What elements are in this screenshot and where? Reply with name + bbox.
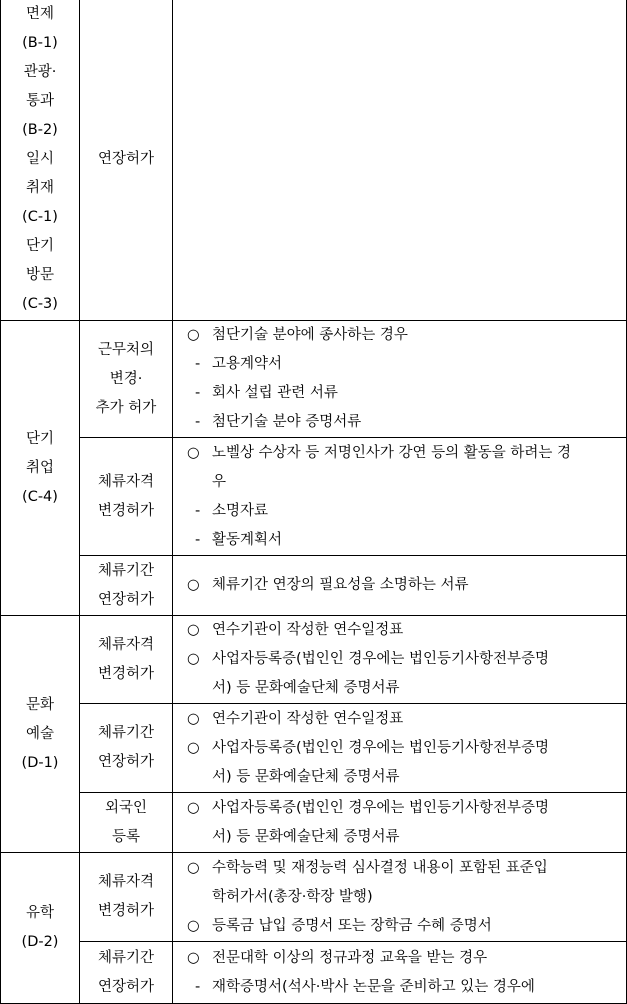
permit-type-cell [80,942,173,1004]
cell-line: 방문 [25,267,54,283]
dash-marker: - [195,414,201,430]
visa-category-cell [1,853,80,1004]
permit-type-cell [80,321,173,438]
doc-line: 수학능력 및 재정능력 심사결정 내용이 포함된 표준입 [212,859,548,876]
table-row [1,942,627,1004]
visa-category-cell [1,321,80,616]
table-row [1,853,627,942]
cell-line: 연장허가 [97,151,155,167]
doc-item [187,321,620,350]
doc-line: 재학증명서(석사·박사 논문을 준비하고 있는 경우에 [212,978,535,995]
dash-marker: - [195,531,201,548]
cell-line: (D-2) [21,934,59,950]
circle-marker: ○ [187,799,200,816]
doc-sub-item [187,379,620,408]
cell-line: (B-1) [22,35,58,51]
required-docs-cell [173,793,627,853]
doc-text [212,734,620,792]
cell-line: 취재 [25,180,54,196]
doc-sub-item [187,350,620,379]
circle-marker: ○ [187,577,200,593]
doc-line: 학허가서(총장·학장 발행) [212,888,373,905]
doc-text [212,705,620,734]
cell-line: 등록 [111,828,140,845]
permit-type-cell [80,853,173,942]
doc-text [212,497,620,526]
doc-line: 서) 등 문화예술단체 증명서류 [212,768,400,785]
doc-text [212,616,620,645]
cell-line: (C-3) [22,296,58,312]
doc-sub-item [187,408,620,437]
cell-line: 체류기간 [97,562,155,579]
dash-marker: - [195,385,201,401]
cell-line: 일시 [25,151,54,167]
cell-line: 면제 [25,6,54,22]
permit-type-cell [80,704,173,793]
doc-text [212,350,620,379]
cell-line: 체류기간 [97,725,155,741]
circle-marker: ○ [187,859,200,876]
circle-marker: ○ [187,651,200,667]
doc-text [212,645,620,703]
cell-line: 체류자격 [97,874,155,890]
doc-text [212,439,620,497]
table-row [1,556,627,616]
doc-line: 노벨상 수상자 등 저명인사가 강연 등의 활동을 하려는 경 [212,444,572,461]
doc-line: 회사 설립 관련 서류 [212,385,338,401]
doc-item [187,571,620,600]
doc-text [212,379,620,408]
table-row [1,0,627,321]
permit-type-cell [80,616,173,704]
dash-marker: - [195,502,201,519]
circle-marker: ○ [187,710,200,727]
doc-text [212,854,620,912]
cell-line: 연장허가 [97,978,155,995]
cell-line: 예술 [25,725,54,742]
doc-text [212,973,620,1002]
cell-line: 단기 [25,430,54,447]
doc-sub-item [187,973,620,1002]
dash-marker: - [195,356,201,372]
doc-line: 우 [212,473,227,490]
cell-line: 연장허가 [97,591,155,608]
doc-item [187,912,620,941]
doc-line: 사업자등록증(법인인 경우에는 법인등기사항전부증명 [212,799,550,816]
doc-text [212,794,620,852]
doc-line: 고용계약서 [212,356,283,372]
table-row [1,793,627,853]
permit-type-cell [80,556,173,616]
doc-item [187,705,620,734]
cell-line: 관광· [23,64,57,80]
doc-line: 서) 등 문화예술단체 증명서류 [212,680,400,696]
required-docs-cell [173,704,627,793]
doc-line: 체류기간 연장의 필요성을 소명하는 서류 [212,577,469,593]
cell-line: 근무처의 [97,341,155,358]
visa-category-cell [1,616,80,853]
circle-marker: ○ [187,949,200,966]
cell-line: 외국인 [104,799,148,816]
table-row [1,438,627,556]
cell-line: 추가 허가 [95,399,157,416]
cell-line: 체류자격 [97,473,155,490]
doc-item [187,734,620,792]
doc-line: 활동계획서 [212,531,283,548]
circle-marker: ○ [187,327,200,343]
table-row [1,704,627,793]
visa-category-cell [1,0,80,321]
doc-item [187,616,620,645]
cell-line: 문화 [25,696,54,713]
cell-line: 변경허가 [97,502,155,519]
circle-marker: ○ [187,917,200,934]
doc-text [212,408,620,437]
table-row [1,321,627,438]
doc-text [212,912,620,941]
doc-item [187,854,620,912]
doc-line: 연수기관이 작성한 연수일정표 [212,710,404,727]
cell-line: 유학 [25,905,54,921]
doc-line: 소명자료 [212,502,269,519]
doc-line: 첨단기술 분야 증명서류 [212,414,362,430]
circle-marker: ○ [187,444,200,461]
cell-line: 변경허가 [97,665,155,682]
circle-marker: ○ [187,739,200,756]
doc-line: 연수기관이 작성한 연수일정표 [212,622,404,638]
doc-line: 전문대학 이상의 정규과정 교육을 받는 경우 [212,949,488,966]
doc-text [212,321,620,350]
permit-type-cell [80,438,173,556]
required-docs-cell [173,438,627,556]
doc-sub-item [187,526,620,555]
required-docs-cell [173,556,627,616]
permit-type-cell [80,0,173,321]
table-row [1,616,627,704]
cell-line: 통과 [25,93,54,109]
cell-line: 연장허가 [97,754,155,770]
cell-line: (D-1) [21,754,59,771]
cell-line: (B-2) [22,122,58,138]
doc-text [212,526,620,555]
doc-text [212,571,620,600]
doc-line: 첨단기술 분야에 종사하는 경우 [212,327,408,343]
cell-line: 변경허가 [97,903,155,919]
cell-line: 단기 [25,238,54,254]
doc-line: 등록금 납입 증명서 또는 장학금 수혜 증명서 [212,917,492,934]
required-docs-cell [173,0,627,321]
doc-text [212,944,620,973]
required-docs-cell [173,942,627,1004]
cell-line: (C-4) [22,488,58,505]
cell-line: 취업 [25,459,54,476]
doc-line: 사업자등록증(법인인 경우에는 법인등기사항전부증명 [212,651,550,667]
doc-item [187,439,620,497]
cell-line: (C-1) [22,209,58,225]
doc-item [187,645,620,703]
cell-line: 변경· [109,370,143,387]
doc-line: 서) 등 문화예술단체 증명서류 [212,828,400,845]
circle-marker: ○ [187,622,200,638]
dash-marker: - [195,978,201,995]
cell-line: 체류기간 [97,949,155,966]
doc-sub-item [187,497,620,526]
required-docs-cell [173,616,627,704]
doc-item [187,944,620,973]
permit-type-cell [80,793,173,853]
doc-item [187,794,620,852]
doc-line: 사업자등록증(법인인 경우에는 법인등기사항전부증명 [212,739,550,756]
required-docs-cell [173,853,627,942]
cell-line: 체류자격 [97,636,155,653]
required-docs-cell [173,321,627,438]
